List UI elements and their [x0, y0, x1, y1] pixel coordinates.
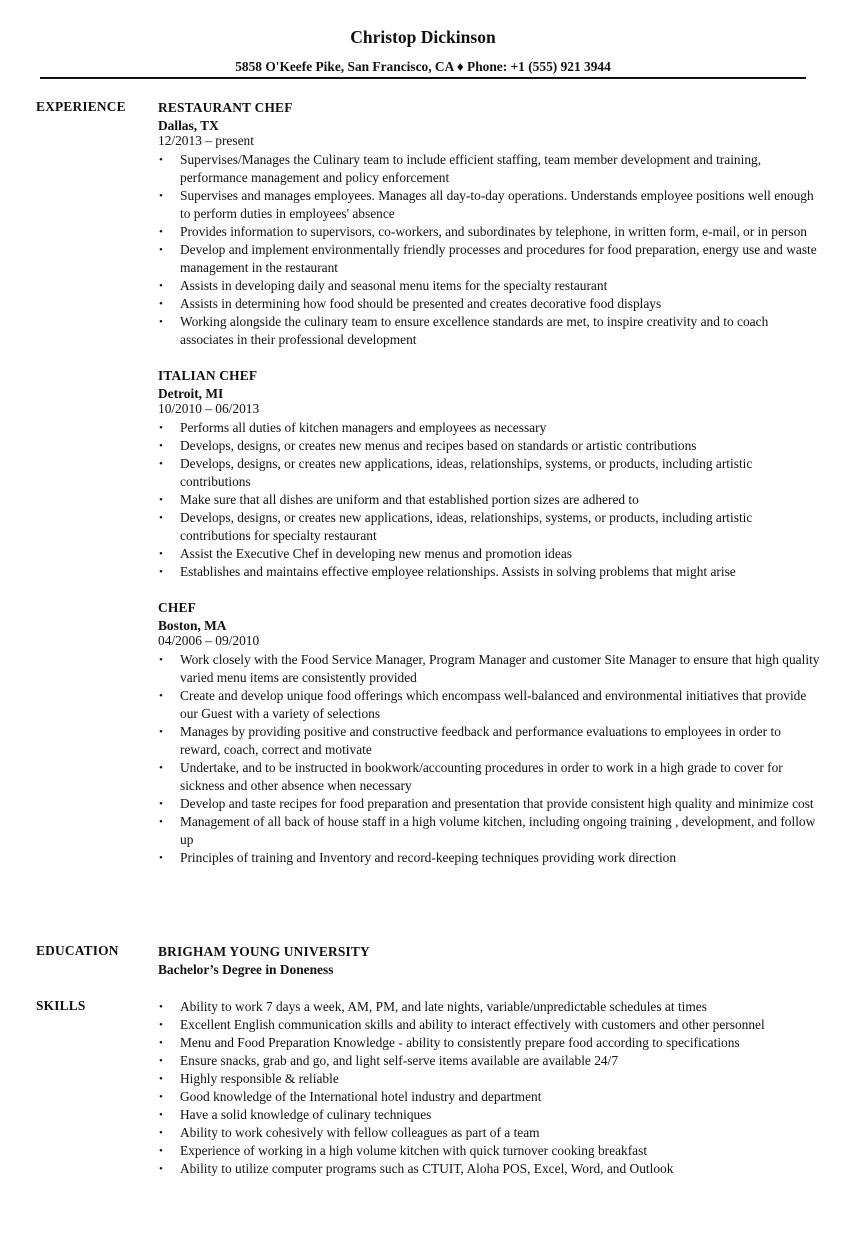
duty-item: • Develop and implement environmentally friendly processes and procedures for food preparation, energy use and waste management in the restaurant [159, 242, 817, 275]
bullet-icon: • [159, 154, 163, 166]
bullet-icon: • [159, 1037, 163, 1049]
skills-list-wrapper [158, 998, 823, 1178]
job-title: ITALIAN CHEF [158, 368, 258, 383]
contact-line: 5858 O'Keefe Pike, San Francisco, CA ♦ Phone: +1 (555) 921 3944 [235, 59, 611, 74]
job-duties [158, 419, 823, 581]
bullet-icon: • [159, 440, 163, 452]
duty-item: • Supervises/Manages the Culinary team to include efficient staffing, team member development and training, performance management and policy enforcement [159, 152, 762, 185]
job-dates: 04/2006 – 09/2010 [158, 633, 260, 648]
skill-item: • Highly responsible & reliable [159, 1071, 339, 1086]
skill-item: • Excellent English communication skills and ability to interact effectively with customers and other personnel [159, 1017, 765, 1032]
section-label-skills: SKILLS [36, 998, 86, 1013]
job-dates: 10/2010 – 06/2013 [158, 401, 260, 416]
duty-item: • Develop and taste recipes for food preparation and presentation that provide consistent high quality and minimize cost [159, 796, 814, 811]
duty-item: • Establishes and maintains effective employee relationships. Assists in solving problems that might arise [159, 564, 736, 579]
duty-item: • Develops, designs, or creates new applications, ideas, relationships, systems, or products, including artistic contributions [159, 456, 753, 489]
skill-item: • Ability to work cohesively with fellow colleagues as part of a team [159, 1125, 540, 1140]
bullet-icon: • [159, 1073, 163, 1085]
bullet-icon: • [159, 1019, 163, 1031]
duty-item: • Provides information to supervisors, co-workers, and subordinates by telephone, in written form, e-mail, or in person [159, 224, 807, 239]
bullet-icon: • [159, 422, 163, 434]
duty-item: • Make sure that all dishes are uniform and that established portion sizes are adhered to [159, 492, 639, 507]
duty-item: • Assists in developing daily and seasonal menu items for the specialty restaurant [159, 278, 608, 293]
bullet-icon: • [159, 512, 163, 524]
duty-item: • Develops, designs, or creates new applications, ideas, relationships, systems, or products, including artistic contributions for specialty restaurant [159, 510, 753, 543]
bullet-icon: • [159, 226, 163, 238]
bullet-icon: • [159, 458, 163, 470]
candidate-name: Christop Dickinson [350, 27, 496, 47]
job-location: Detroit, MI [158, 386, 224, 401]
skill-item: • Ensure snacks, grab and go, and light self-serve items available are available 24/7 [159, 1053, 619, 1068]
bullet-icon: • [159, 1055, 163, 1067]
bullet-icon: • [159, 852, 163, 864]
bullet-icon: • [159, 566, 163, 578]
bullet-icon: • [159, 190, 163, 202]
section-label-experience: EXPERIENCE [36, 99, 126, 114]
duty-item: • Create and develop unique food offerings which encompass well-balanced and environmental initiatives that provide our Guest with a variety of selections [159, 688, 807, 721]
bullet-icon: • [159, 1145, 163, 1157]
duty-item: • Undertake, and to be instructed in bookwork/accounting procedures in order to work in a high grade to cover for sickness and other absence when necessary [159, 760, 783, 793]
job-title: RESTAURANT CHEF [158, 100, 293, 115]
job-location: Boston, MA [158, 618, 227, 633]
skill-item: • Ability to work 7 days a week, AM, PM, and late nights, variable/unpredictable schedules at times [159, 999, 707, 1014]
bullet-icon: • [159, 298, 163, 310]
job-entry [158, 99, 823, 349]
bullet-icon: • [159, 798, 163, 810]
job-duties [158, 651, 823, 867]
section-label-education: EDUCATION [36, 943, 119, 958]
skills-list [158, 998, 823, 1178]
duty-item: • Working alongside the culinary team to ensure excellence standards are met, to inspire creativity and to coach associates in their professional development [159, 314, 769, 347]
job-title: CHEF [158, 600, 196, 615]
bullet-icon: • [159, 690, 163, 702]
school-name: BRIGHAM YOUNG UNIVERSITY [158, 944, 370, 959]
duty-item: • Assists in determining how food should be presented and creates decorative food displays [159, 296, 662, 311]
skill-item: • Ability to utilize computer programs such as CTUIT, Aloha POS, Excel, Word, and Outlook [159, 1161, 674, 1176]
duty-item: • Supervises and manages employees. Manages all day-to-day operations. Understands employee positions well enough to perform duties in employees' absence [159, 188, 814, 221]
header-divider [40, 77, 806, 79]
skill-item: • Experience of working in a high volume kitchen with quick turnover cooking breakfast [159, 1143, 648, 1158]
bullet-icon: • [159, 1127, 163, 1139]
duty-item: • Work closely with the Food Service Manager, Program Manager and customer Site Manager to ensure that high quality varied menu items are consistently provided [159, 652, 820, 685]
duty-item: • Assist the Executive Chef in developing new menus and promotion ideas [159, 546, 572, 561]
skill-item: • Have a solid knowledge of culinary techniques [159, 1107, 432, 1122]
bullet-icon: • [159, 654, 163, 666]
duty-item: • Management of all back of house staff in a high volume kitchen, including ongoing training , development, and follow up [159, 814, 816, 847]
bullet-icon: • [159, 816, 163, 828]
bullet-icon: • [159, 316, 163, 328]
bullet-icon: • [159, 1091, 163, 1103]
bullet-icon: • [159, 548, 163, 560]
bullet-icon: • [159, 1109, 163, 1121]
bullet-icon: • [159, 726, 163, 738]
skill-item: • Menu and Food Preparation Knowledge - ability to consistently prepare food according to specifications [159, 1035, 740, 1050]
bullet-icon: • [159, 1163, 163, 1175]
duty-item: • Principles of training and Inventory and record-keeping techniques providing work direction [159, 850, 677, 865]
job-entry [158, 599, 823, 867]
skill-item: • Good knowledge of the International hotel industry and department [159, 1089, 542, 1104]
education-details [158, 943, 823, 979]
job-duties [158, 151, 823, 349]
experience-list [158, 99, 823, 885]
bullet-icon: • [159, 280, 163, 292]
bullet-icon: • [159, 762, 163, 774]
job-location: Dallas, TX [158, 118, 219, 133]
duty-item: • Develops, designs, or creates new menus and recipes based on standards or artistic contributions [159, 438, 697, 453]
duty-item: • Performs all duties of kitchen managers and employees as necessary [159, 420, 547, 435]
job-dates: 12/2013 – present [158, 133, 254, 148]
job-entry [158, 367, 823, 581]
degree-name: Bachelor’s Degree in Doneness [158, 962, 334, 977]
bullet-icon: • [159, 1001, 163, 1013]
bullet-icon: • [159, 494, 163, 506]
duty-item: • Manages by providing positive and constructive feedback and performance evaluations to employees in order to reward, coach, correct and motivate [159, 724, 781, 757]
bullet-icon: • [159, 244, 163, 256]
